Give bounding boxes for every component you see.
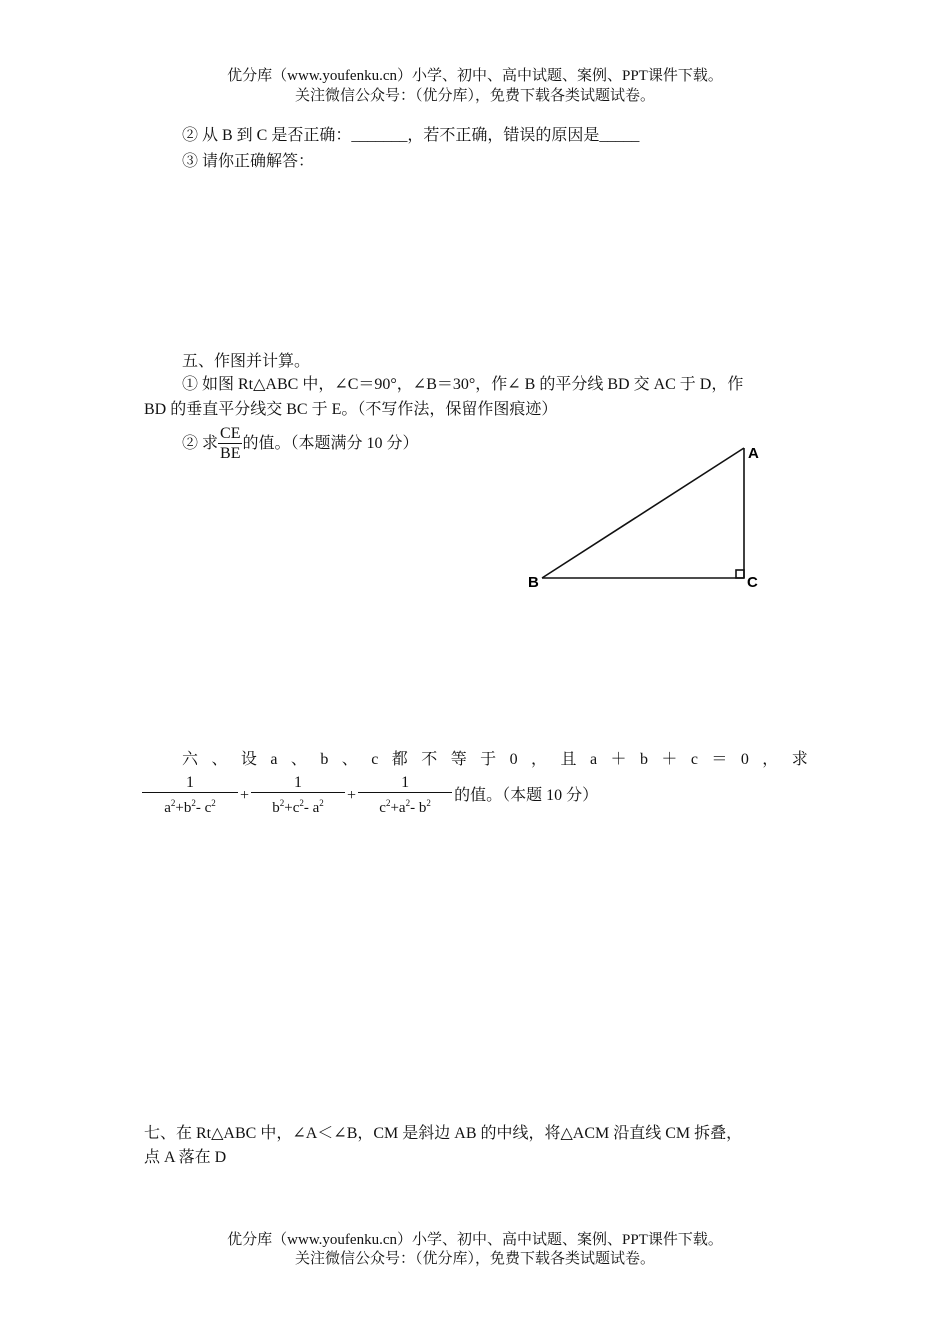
fraction-denominator: BE [220,445,241,462]
den-exponent: 2 [279,798,285,808]
q6-token: ＝ [711,751,728,768]
q6-token: ， [531,751,548,768]
footer-line-1: 优分库（www.youfenku.cn）小学、初中、高中试题、案例、PPT课件下载。 [227,1232,723,1248]
header-line-1: 优分库（www.youfenku.cn）小学、初中、高中试题、案例、PPT课件下载。 [227,68,723,84]
vertex-label-b: B [528,574,539,591]
q6-fraction-3 [360,774,450,818]
plus-sign: + [240,786,250,804]
q6-token: 求 [791,751,808,768]
den-exponent: 2 [211,798,216,808]
q6-token: 六 [182,751,199,768]
den-term: c [379,800,386,816]
q6-token: 都 [391,751,408,768]
q6-token: ＋ [661,751,678,768]
q6-token: 0 [509,751,518,768]
q7-line-2: 点 A 落在 D [144,1149,227,1166]
right-angle-marker [736,570,744,578]
right-triangle-figure [520,436,780,596]
q4-item-2: ② 从 B 到 C 是否正确：_______，若不正确，错误的原因是_____ [182,127,640,144]
den-exponent: 2 [405,798,411,808]
q5-line-1: ① 如图 Rt△ABC 中，∠C＝90°，∠B＝30°，作∠ B 的平分线 BD 交 AC 于 D，作 [182,376,744,393]
header-line-2: 关注微信公众号：（优分库），免费下载各类试题试卷。 [294,88,655,104]
plus-sign: + [347,786,357,804]
fraction-numerator: 1 [294,774,303,791]
q6-token: 设 [240,751,257,768]
den-exponent: 2 [319,798,324,808]
q6-token: b [639,751,648,768]
q6-token: a [270,751,278,768]
q6-token: c [690,751,698,768]
vertex-label-a: A [748,445,759,462]
q5-item-2 [182,425,418,464]
q6-expression [144,774,598,818]
fraction-numerator: 1 [186,774,194,791]
fraction-numerator: 1 [401,774,410,791]
vertex-label-c: C [747,574,758,591]
q6-token: 、 [211,751,228,768]
side-ab [542,448,744,578]
q6-token: 、 [290,751,307,768]
footer-line-2: 关注微信公众号：（优分库），免费下载各类试题试卷。 [294,1251,655,1267]
den-term: a [164,800,171,816]
q5-item-2-prefix: ② 求 [182,435,219,453]
q5-item-2-suffix: 的值。（本题满分 10 分） [242,435,419,453]
fraction-denominator [142,792,238,818]
den-exponent: 2 [170,798,176,808]
den-exponent: 2 [426,798,431,808]
den-term: +a [390,800,406,816]
q6-token: c [371,751,379,768]
q6-token: ＋ [610,751,627,768]
q6-token: 等 [450,751,467,768]
q6-token: a [589,751,598,768]
q6-fraction-1 [144,774,236,818]
den-term: - c [195,800,212,816]
q6-token: 0 [740,751,749,768]
den-exponent: 2 [385,798,391,808]
q6-fraction-2 [253,774,343,818]
fraction-numerator: CE [220,425,241,442]
q6-line-1 [182,750,808,771]
q6-token: 且 [560,751,577,768]
den-term: b [272,800,280,816]
q6-token: ， [762,751,779,768]
den-term: - b [410,800,427,816]
fraction-denominator [358,792,452,818]
q6-suffix: 的值。（本题 10 分） [454,786,599,804]
den-term: +b [175,800,192,816]
q7-line-1: 七、在 Rt△ABC 中，∠A＜∠B，CM 是斜边 AB 的中线，将△ACM 沿直线 CM 拆叠， [144,1125,743,1142]
q6-token: b [320,751,329,768]
den-term: - a [303,800,320,816]
q5-title: 五、作图并计算。 [182,353,311,370]
q6-token: 、 [341,751,358,768]
q6-token: 于 [480,751,497,768]
den-term: +c [284,800,300,816]
q4-item-3: ③ 请你正确解答： [182,153,315,170]
q5-line-2: BD 的垂直平分线交 BC 于 E。（不写作法，保留作图痕迹） [144,401,558,418]
den-exponent: 2 [299,798,304,808]
ce-over-be-fraction [218,425,242,464]
fraction-denominator [251,792,345,818]
q6-token: 不 [421,751,438,768]
den-exponent: 2 [191,798,196,808]
